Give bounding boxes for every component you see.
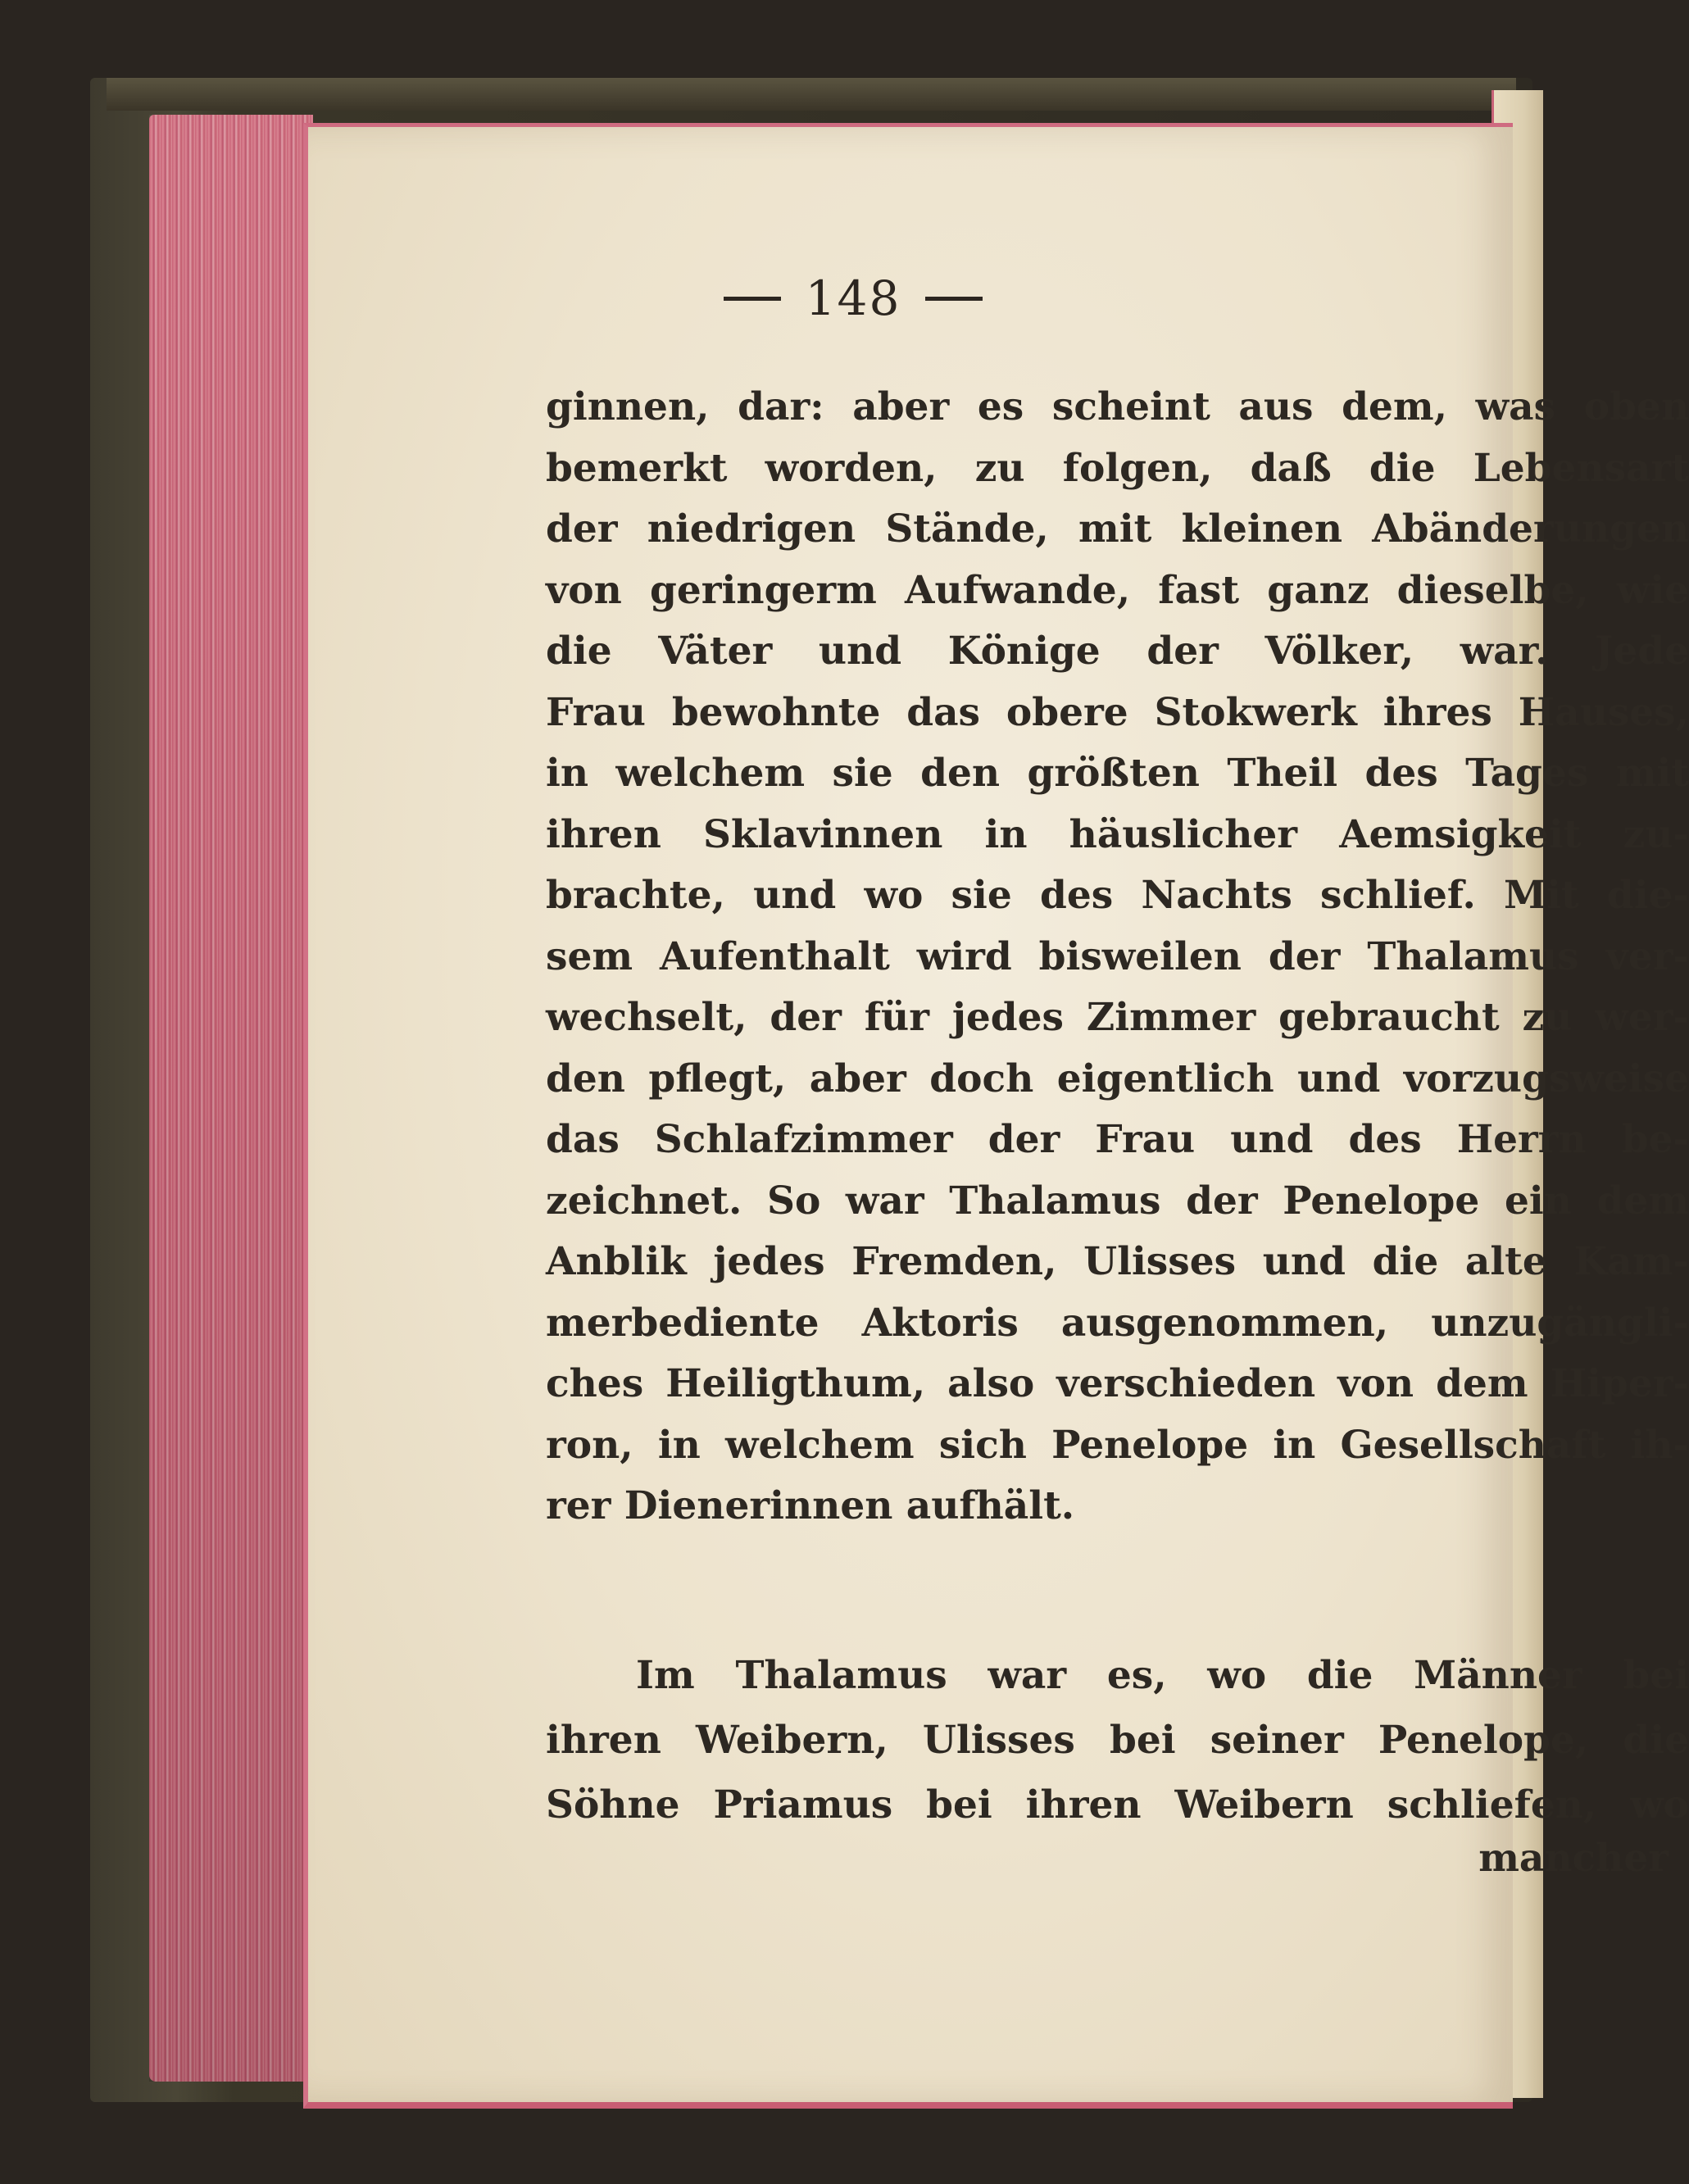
book-cover-top <box>107 78 1516 111</box>
text-line: wechselt, der für jedes Zimmer gebraucht zu wer- <box>546 995 1689 1040</box>
text-line: ginnen, dar: aber es scheint aus dem, was oben <box>546 384 1689 429</box>
text-line: brachte, und wo sie des Nachts schlief. Mit die- <box>546 873 1689 918</box>
text-line: Söhne Priamus bei ihren Weibern schliefen, wo <box>546 1782 1689 1828</box>
text-line: merbediente Aktoris ausgenommen, unzugängli- <box>546 1300 1689 1346</box>
text-line: von geringerm Aufwande, fast ganz dieselbe, wie <box>546 567 1689 613</box>
text-line: der niedrigen Stände, mit kleinen Abänderungen <box>546 506 1689 552</box>
header-dash-right <box>925 297 983 301</box>
text-line: Anblik jedes Fremden, Ulisses und die alte Kam- <box>546 1239 1689 1284</box>
text-line: sem Aufenthalt wird bisweilen der Thalamus ver- <box>546 933 1689 979</box>
paragraph-2 <box>546 1643 1689 1837</box>
page-header <box>308 270 1398 326</box>
text-line: ches Heiligthum, also verschieden von dem Hiper- <box>546 1361 1689 1406</box>
catchword: mancher <box>1478 1836 1669 1881</box>
header-dash-left <box>724 297 781 301</box>
paragraph-1 <box>546 377 1689 1537</box>
text-line: zeichnet. So war Thalamus der Penelope ein dem <box>546 1178 1689 1224</box>
text-line: ihren Weibern, Ulisses bei seiner Penelope, die <box>546 1718 1689 1763</box>
text-line: die Väter und Könige der Völker, war. Jede <box>546 629 1689 674</box>
text-line-last: rer Dienerinnen aufhält. <box>546 1483 1075 1528</box>
text-line: in welchem sie den größten Theil des Tages mit <box>546 751 1689 796</box>
book-page <box>303 123 1689 2109</box>
page-number: 148 <box>805 270 901 326</box>
text-line: bemerkt worden, zu folgen, daß die Lebensart <box>546 445 1689 491</box>
text-line: ihren Sklavinnen in häuslicher Aemsigkeit zu- <box>546 811 1689 857</box>
text-line: ron, in welchem sich Penelope in Gesellschaft ih- <box>546 1422 1689 1468</box>
page-edges-shade <box>149 115 313 2082</box>
text-line: den pflegt, aber doch eigentlich und vorzugsweise <box>546 1056 1689 1101</box>
text-line: das Schlafzimmer der Frau und des Herrn be- <box>546 1117 1689 1162</box>
text-line: Frau bewohnte das obere Stokwerk ihres Hauses, <box>546 689 1689 735</box>
text-line-indented: Im Thalamus war es, wo die Männer bei <box>636 1653 1689 1698</box>
